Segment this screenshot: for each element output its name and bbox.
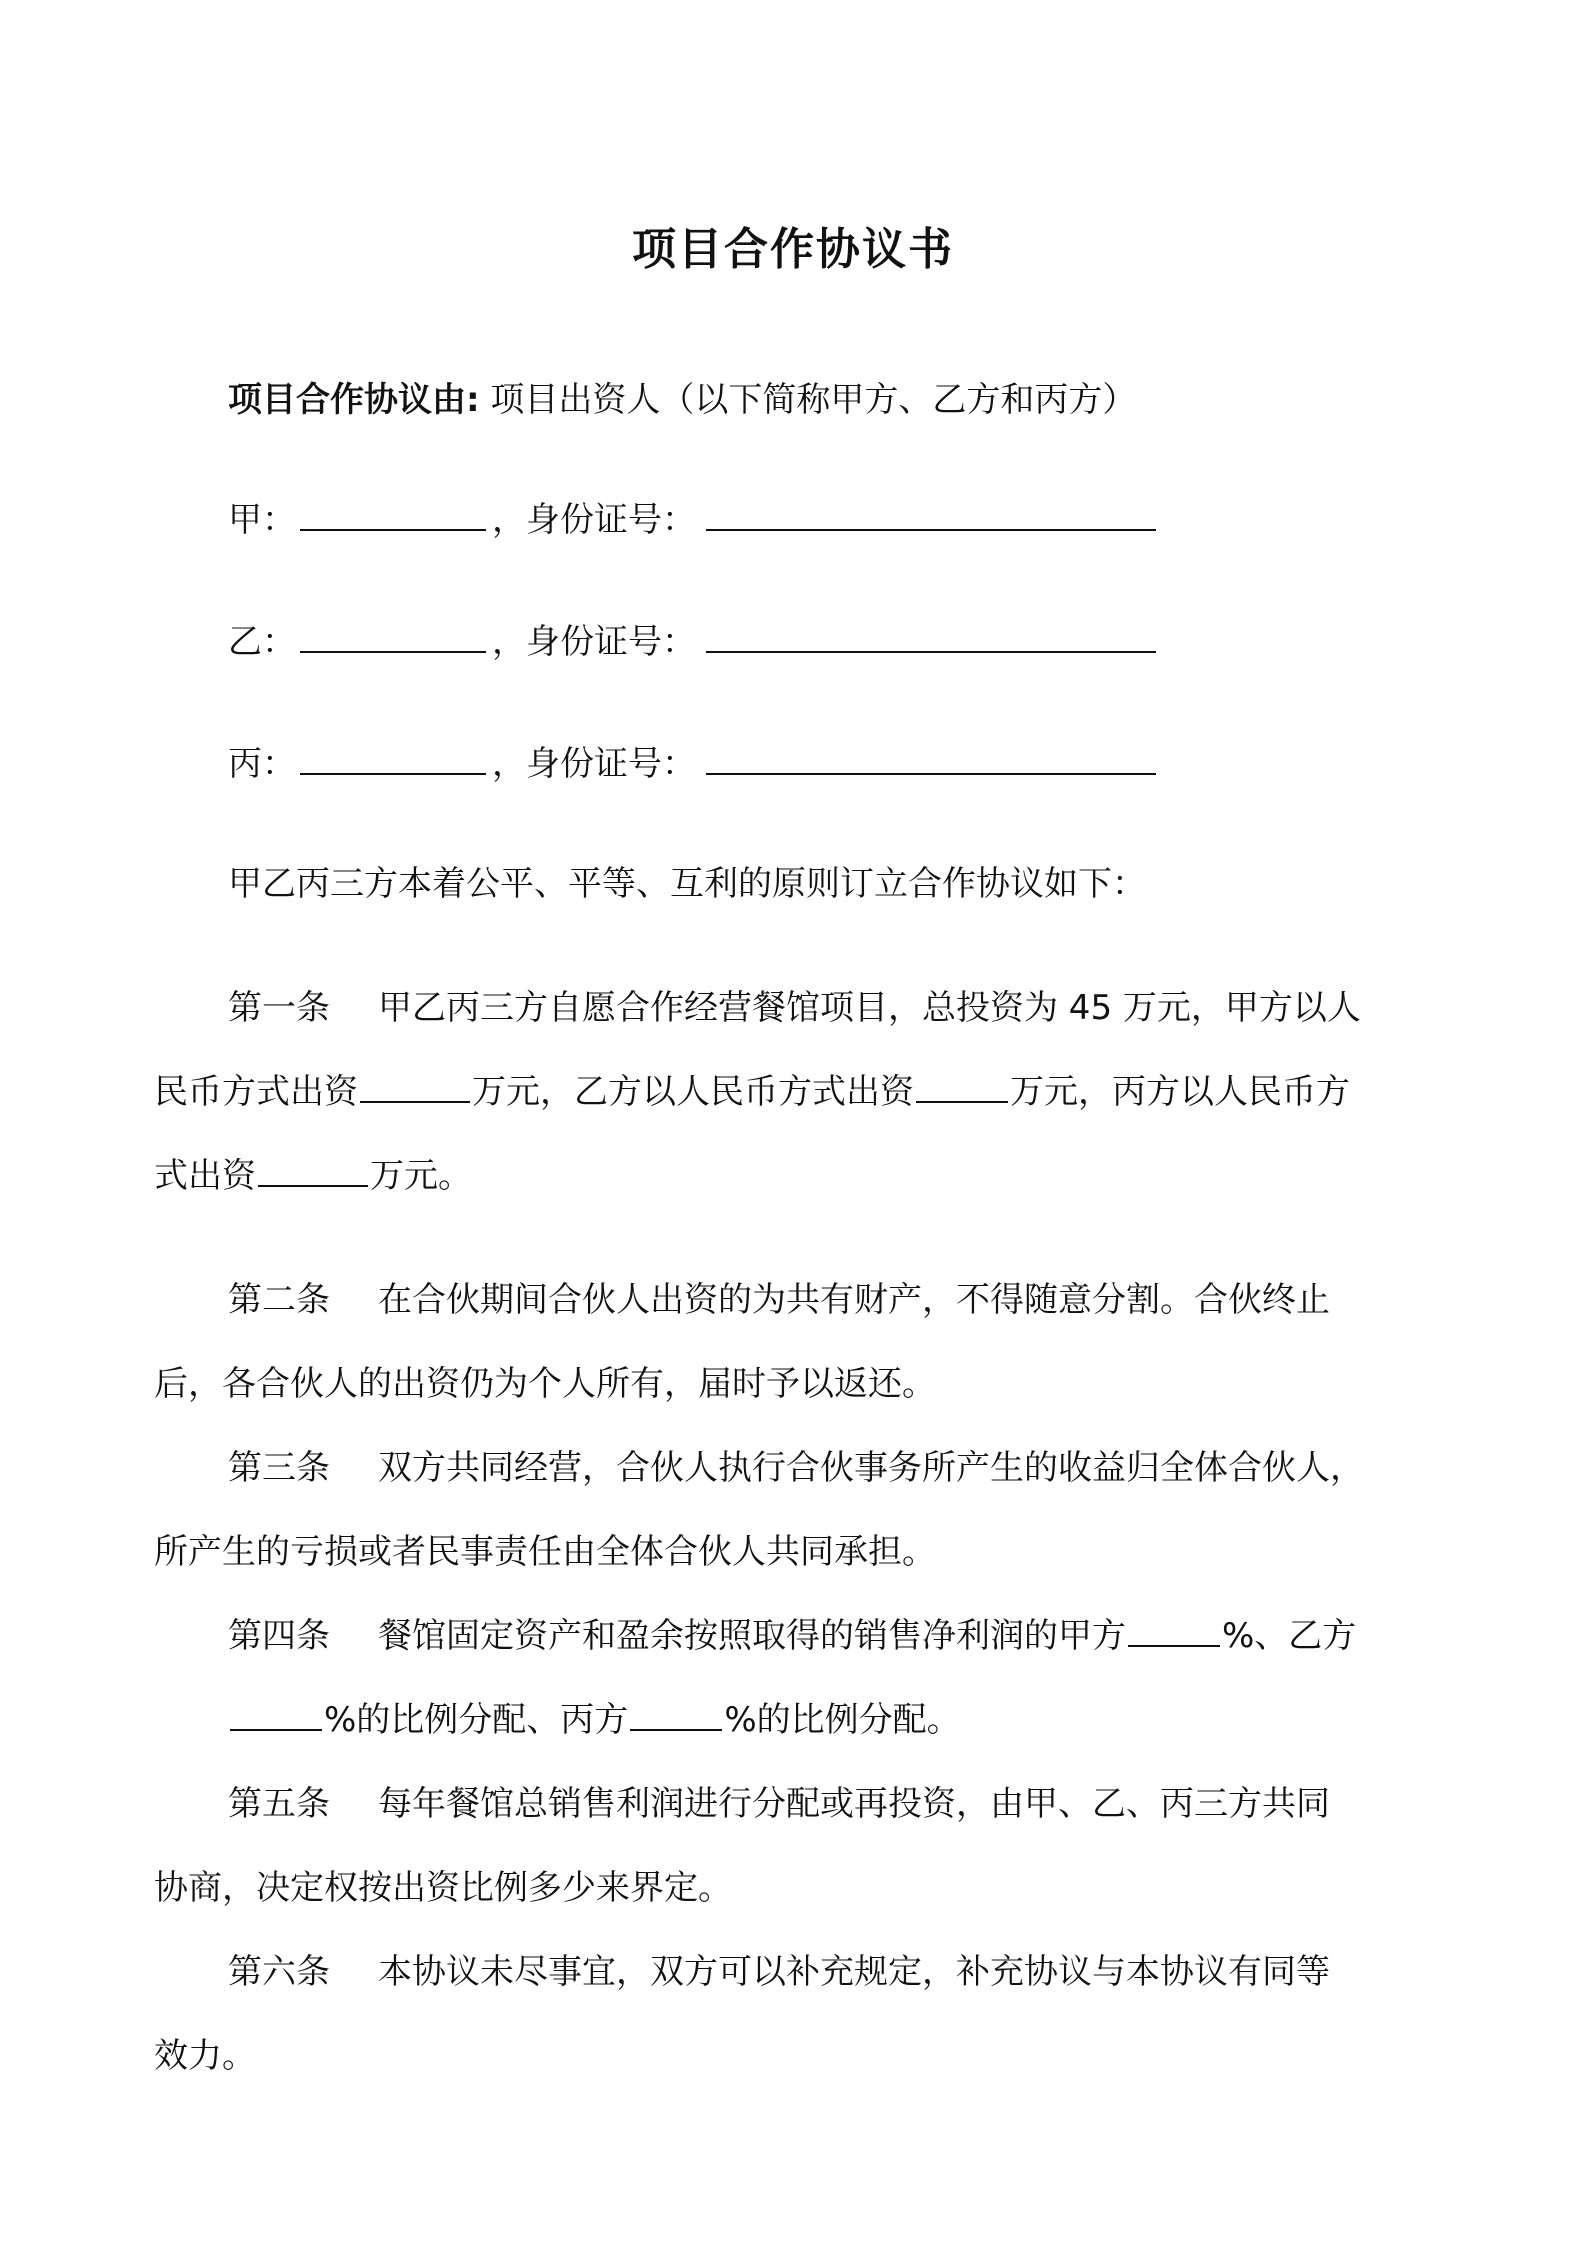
party-label: 丙： (228, 744, 296, 784)
intro-line (228, 376, 1136, 424)
article-5-text: 每年餐馆总销售利润进行分配或再投资，由甲、乙、丙三方共同 (378, 1784, 1330, 1824)
amount-blank-jia[interactable] (360, 1071, 470, 1103)
article-3-line-2: 所产生的亏损或者民事责任由全体合伙人共同承担。 (154, 1532, 936, 1572)
article-5-heading: 第五条 (228, 1784, 330, 1824)
name-blank[interactable] (300, 499, 486, 531)
party-row-yi (228, 618, 1156, 666)
party-label: 甲： (228, 500, 296, 540)
article-1-heading: 第一条 (228, 988, 330, 1028)
article-1-line-3 (154, 1152, 472, 1200)
article-6-text: 本协议未尽事宜，双方可以补充规定，补充协议与本协议有同等 (378, 1952, 1330, 1992)
party-row-jia (228, 496, 1156, 544)
article-4-heading: 第四条 (228, 1616, 330, 1656)
article-3-heading: 第三条 (228, 1448, 330, 1488)
article-1-text: 万元，乙方以人民币方式出资 (472, 1072, 914, 1112)
article-1-text: 式出资 (154, 1156, 256, 1196)
article-1-line-2 (154, 1068, 1350, 1116)
intro-text: 项目出资人（以下简称甲方、乙方和丙方） (490, 380, 1137, 420)
article-6-line-2: 效力。 (154, 2036, 256, 2076)
id-number-blank[interactable] (706, 499, 1156, 531)
amount-blank-bing[interactable] (258, 1155, 368, 1187)
article-3-line-1 (228, 1444, 1364, 1492)
intro-lead: 项目合作协议由: (228, 380, 480, 420)
name-blank[interactable] (300, 743, 486, 775)
article-1-text: 民币方式出资 (154, 1072, 358, 1112)
article-5-line-2: 协商，决定权按出资比例多少来界定。 (154, 1868, 732, 1908)
percent-blank-jia[interactable] (1128, 1615, 1220, 1647)
article-1-line-1 (228, 984, 1361, 1032)
id-label: ，身份证号： (492, 744, 696, 784)
id-number-blank[interactable] (706, 743, 1156, 775)
percent-blank-yi[interactable] (230, 1699, 322, 1731)
article-2-line-2: 后，各合伙人的出资仍为个人所有，届时予以返还。 (154, 1364, 936, 1404)
article-1-text: 甲乙丙三方自愿合作经营餐馆项目，总投资为 45 万元，甲方以人 (378, 988, 1361, 1028)
article-4-text: %、乙方 (1222, 1616, 1357, 1656)
name-blank[interactable] (300, 621, 486, 653)
article-2-text: 在合伙期间合伙人出资的为共有财产，不得随意分割。合伙终止 (378, 1280, 1330, 1320)
party-label: 乙： (228, 622, 296, 662)
id-number-blank[interactable] (706, 621, 1156, 653)
article-4-line-1 (228, 1612, 1356, 1660)
article-3-text: 双方共同经营，合伙人执行合伙事务所产生的收益归全体合伙人， (378, 1448, 1364, 1488)
preamble: 甲乙丙三方本着公平、平等、互利的原则订立合作协议如下： (228, 864, 1146, 904)
article-2-heading: 第二条 (228, 1280, 330, 1320)
article-6-heading: 第六条 (228, 1952, 330, 1992)
article-1-text: 万元。 (370, 1156, 472, 1196)
article-6-line-1 (228, 1948, 1330, 1996)
article-4-text: %的比例分配、丙方 (324, 1700, 629, 1740)
article-1-text: 万元，丙方以人民币方 (1010, 1072, 1350, 1112)
article-4-text: 餐馆固定资产和盈余按照取得的销售净利润的甲方 (378, 1616, 1126, 1656)
id-label: ，身份证号： (492, 622, 696, 662)
id-label: ，身份证号： (492, 500, 696, 540)
article-2-line-1 (228, 1276, 1330, 1324)
document-title: 项目合作协议书 (632, 224, 954, 275)
article-4-text: %的比例分配。 (724, 1700, 961, 1740)
article-4-line-2 (228, 1696, 961, 1744)
article-5-line-1 (228, 1780, 1330, 1828)
percent-blank-bing[interactable] (630, 1699, 722, 1731)
amount-blank-yi[interactable] (916, 1071, 1008, 1103)
party-row-bing (228, 740, 1156, 788)
